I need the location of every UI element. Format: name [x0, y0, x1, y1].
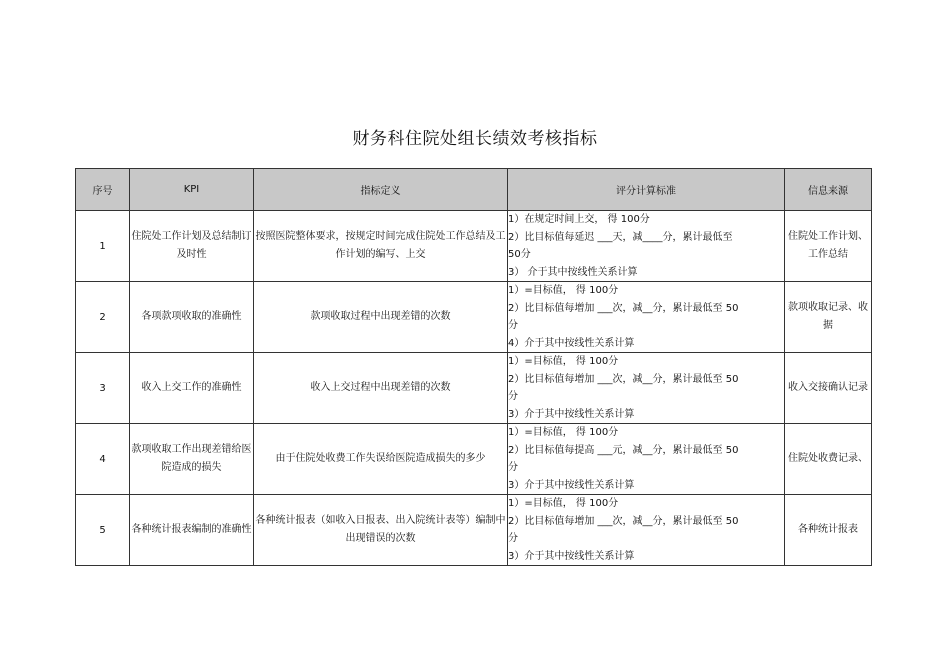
criteria-line: 2）比目标值每增加 ___次，减__分，累计最低至 50 [508, 373, 739, 385]
row-definition: 收入上交过程中出现差错的次数 [254, 353, 508, 424]
criteria-line: 1）=目标值， 得 100分 [508, 285, 619, 296]
table-row [76, 282, 872, 353]
header-number: 序号 [76, 169, 130, 211]
row-source: 住院处工作计划、工作总结 [785, 211, 872, 282]
header-source: 信息来源 [785, 169, 872, 211]
criteria-line: 分 [508, 462, 518, 473]
criteria-line: 3）介于其中按线性关系计算 [508, 550, 635, 562]
table-row [76, 211, 872, 282]
row-criteria [508, 424, 785, 495]
row-definition: 各种统计报表（如收入日报表、出入院统计表等）编制中出现错误的次数 [254, 495, 508, 566]
criteria-line: 1）=目标值， 得 100分 [508, 356, 619, 367]
row-criteria [508, 495, 785, 566]
row-number: 1 [76, 211, 130, 282]
criteria-line: 2）比目标值每增加 ___次，减__分，累计最低至 50 [508, 302, 739, 314]
criteria-line: 1）在规定时间上交， 得 100分 [508, 214, 650, 225]
row-kpi: 各项款项收取的准确性 [130, 282, 254, 353]
row-source: 各种统计报表 [785, 495, 872, 566]
row-number: 2 [76, 282, 130, 353]
row-number: 3 [76, 353, 130, 424]
table-row [76, 424, 872, 495]
criteria-line: 3）介于其中按线性关系计算 [508, 479, 635, 491]
criteria-line: 50分 [508, 249, 531, 260]
criteria-line: 3）介于其中按线性关系计算 [508, 408, 635, 420]
row-criteria [508, 282, 785, 353]
criteria-line: 分 [508, 533, 518, 544]
row-kpi: 各种统计报表编制的准确性 [130, 495, 254, 566]
row-number: 4 [76, 424, 130, 495]
row-kpi: 款项收取工作出现差错给医院造成的损失 [130, 424, 254, 495]
table-row [76, 495, 872, 566]
criteria-line: 2）比目标值每提高 ___元，减__分，累计最低至 50 [508, 444, 739, 456]
row-kpi: 住院处工作计划及总结制订及时性 [130, 211, 254, 282]
header-definition: 指标定义 [254, 169, 508, 211]
row-definition: 款项收取过程中出现差错的次数 [254, 282, 508, 353]
criteria-line: 2）比目标值每延迟 ___天，减____分，累计最低至 [508, 231, 733, 243]
row-definition: 由于住院处收费工作失误给医院造成损失的多少 [254, 424, 508, 495]
criteria-line: 分 [508, 320, 518, 331]
criteria-line: 2）比目标值每增加 ___次，减__分，累计最低至 50 [508, 515, 739, 527]
row-source: 收入交接确认记录 [785, 353, 872, 424]
header-kpi: KPI [130, 169, 254, 211]
table-row [76, 353, 872, 424]
row-kpi: 收入上交工作的准确性 [130, 353, 254, 424]
row-definition: 按照医院整体要求，按规定时间完成住院处工作总结及工作计划的编写、上交 [254, 211, 508, 282]
row-source: 款项收取记录、收据 [785, 282, 872, 353]
criteria-line: 4）介于其中按线性关系计算 [508, 337, 635, 349]
row-source: 住院处收费记录、 [785, 424, 872, 495]
kpi-table [75, 168, 872, 566]
row-criteria [508, 353, 785, 424]
criteria-line: 1）=目标值， 得 100分 [508, 427, 619, 438]
table-header-row [76, 169, 872, 211]
header-criteria: 评分计算标准 [508, 169, 785, 211]
row-number: 5 [76, 495, 130, 566]
criteria-line: 1）=目标值， 得 100分 [508, 498, 619, 509]
criteria-line: 3） 介于其中按线性关系计算 [508, 266, 638, 278]
row-criteria [508, 211, 785, 282]
page-title: 财务科住院处组长绩效考核指标 [352, 129, 598, 149]
criteria-line: 分 [508, 391, 518, 402]
